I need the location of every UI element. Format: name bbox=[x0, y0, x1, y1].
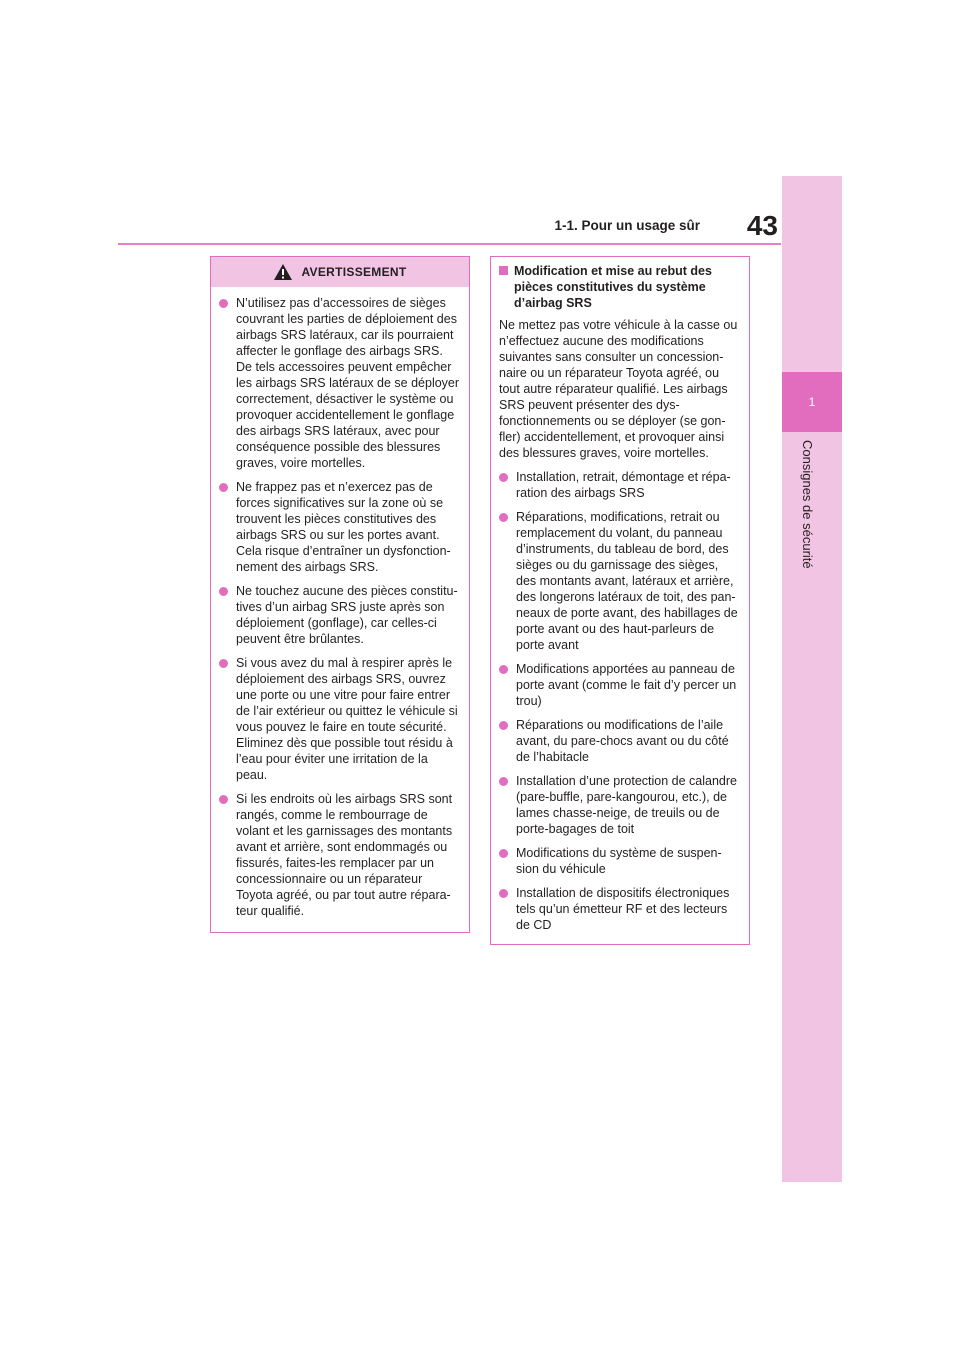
bullet-icon bbox=[499, 889, 508, 898]
warning-title: AVERTISSEMENT bbox=[301, 265, 407, 279]
bullet-icon bbox=[499, 513, 508, 522]
bullet-text: Si vous avez du mal à respirer après le déploiement des airbags SRS, ouvrez une porte ou une vitre pour faire entrer de l’air extérieur ou quittez le véhicule si vous pouvez le faire en toute sécurité. Eliminez dès que possible tout résidu à l’eau pour éviter une irritation de la peau. bbox=[236, 656, 458, 782]
list-item bbox=[219, 479, 461, 575]
bullet-text: Modifications apportées au panneau de porte avant (comme le fait d’y percer un trou) bbox=[516, 662, 737, 708]
list-item bbox=[499, 885, 741, 933]
list-item bbox=[499, 773, 741, 837]
list-item bbox=[499, 717, 741, 765]
page-number: 43 bbox=[746, 210, 778, 241]
bullet-text: Installation de dispositifs électroniques tels qu’un émetteur RF et des lecteurs de CD bbox=[516, 886, 730, 932]
bullet-text: Si les endroits où les airbags SRS sont rangés, comme le rembourrage de volant et les garnissages des montants avant et arrière, sont endommagés ou fissurés, faites-les remplacer par un concessionnaire ou un réparateur Toyota agréé, ou par tout autre répara- teur qualifié. bbox=[236, 792, 453, 918]
list-item bbox=[499, 845, 741, 877]
modification-heading-text: Modification et mise au rebut des pièces constitutives du système d’airbag SRS bbox=[514, 264, 712, 310]
modification-heading bbox=[499, 263, 741, 311]
modification-list bbox=[499, 469, 741, 933]
section-heading: 1-1. Pour un usage sûr bbox=[554, 218, 700, 233]
bullet-text: Installation, retrait, démontage et répa- ration des airbags SRS bbox=[516, 470, 731, 500]
bullet-icon bbox=[219, 299, 228, 308]
list-item bbox=[219, 295, 461, 471]
modification-intro: Ne mettez pas votre véhicule à la casse ou n’effectuez aucune des modifications suivantes sans consulter un concession- naire ou un réparateur Toyota agréé, ou tout autre réparateur qualifié. Les airbags SRS peuvent présenter des dys- fonctionnements ou se déployer (se gon- fler) accidentellement, et provoquer ainsi des blessures graves, voire mortelles. bbox=[499, 318, 738, 460]
bullet-icon bbox=[219, 483, 228, 492]
bullet-icon bbox=[499, 473, 508, 482]
bullet-text: N’utilisez pas d’accessoires de sièges couvrant les parties de déploiement des airbags SRS latéraux, car ils pourraient affecter le gonflage des airbags SRS. De tels accessoires peuvent empêcher les airbags SRS latéraux de se déployer correctement, désactiver le système ou provoquer accidentellement le gonflage des airbags SRS latéraux, avec pour conséquence possible des blessures graves, voire mortelles. bbox=[236, 296, 460, 470]
chapter-number: 1 bbox=[782, 372, 842, 432]
bullet-icon bbox=[499, 777, 508, 786]
bullet-icon bbox=[499, 721, 508, 730]
list-item bbox=[499, 661, 741, 709]
bullet-icon bbox=[219, 587, 228, 596]
list-item bbox=[219, 583, 461, 647]
bullet-text: Réparations, modifications, retrait ou remplacement du volant, du panneau d’instruments, du tableau de bord, des sièges ou du garnissage des sièges, des montants avant, latéraux et arrière, des longerons latéraux de toit, des pan- neaux de porte avant, des habillages de porte avant ou des haut-parleurs de porte avant bbox=[516, 510, 738, 652]
list-item bbox=[219, 655, 461, 783]
warning-triangle-icon bbox=[273, 263, 293, 281]
modification-box bbox=[490, 256, 750, 945]
list-item bbox=[219, 791, 461, 919]
bullet-icon bbox=[219, 659, 228, 668]
warning-list bbox=[211, 287, 469, 919]
bullet-icon bbox=[499, 665, 508, 674]
chapter-title: Consignes de sécurité bbox=[800, 440, 815, 569]
bullet-text: Ne frappez pas et n’exercez pas de forces significatives sur la zone où se trouvent les pièces constitutives des airbags SRS ou sur les portes avant. Cela risque d’entraîner un dysfonction- nement des airbags SRS. bbox=[236, 480, 451, 574]
side-tab bbox=[782, 176, 842, 1182]
bullet-icon bbox=[499, 849, 508, 858]
warning-box bbox=[210, 256, 470, 933]
bullet-text: Ne touchez aucune des pièces constitu- tives d’un airbag SRS juste après son déploiement (gonflage), car celles-ci peuvent être brûlantes. bbox=[236, 584, 458, 646]
list-item bbox=[499, 509, 741, 653]
bullet-text: Installation d’une protection de calandre (pare-buffle, pare-kangourou, etc.), de lames chasse-neige, de treuils ou de porte-bagages de toit bbox=[516, 774, 737, 836]
bullet-text: Modifications du système de suspen- sion du véhicule bbox=[516, 846, 722, 876]
warning-header bbox=[211, 257, 469, 287]
header-divider bbox=[118, 243, 781, 245]
square-bullet-icon bbox=[499, 266, 508, 275]
bullet-icon bbox=[219, 795, 228, 804]
list-item bbox=[499, 469, 741, 501]
bullet-text: Réparations ou modifications de l’aile avant, du pare-chocs avant ou du côté de l’habitacle bbox=[516, 718, 729, 764]
